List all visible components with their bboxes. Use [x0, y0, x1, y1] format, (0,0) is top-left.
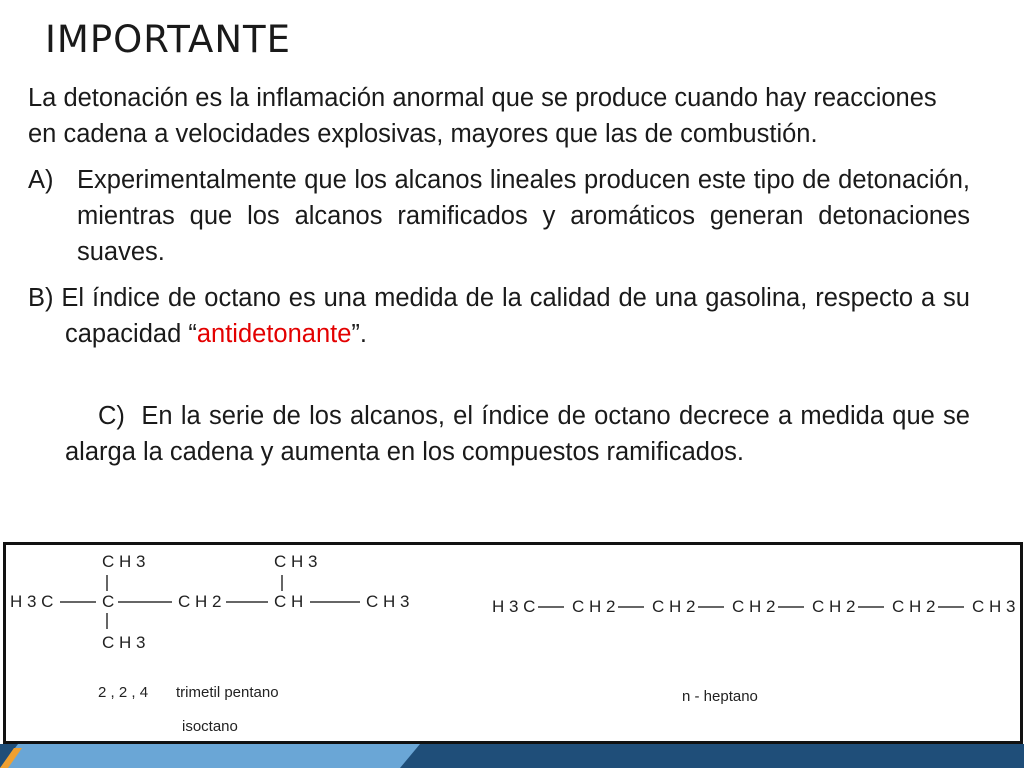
footer-decoration — [0, 744, 1024, 768]
item-marker: C) — [98, 402, 125, 430]
h3c-group: H 3 C — [492, 597, 536, 616]
intro-paragraph: La detonación es la inflamación anormal que se produce cuando hay reacciones en cadena a velocidades explosivas, mayores que las de combustión. — [28, 84, 937, 148]
slide-title: IMPORTANTE — [45, 18, 291, 61]
ch2-group: C H 2 — [178, 592, 222, 611]
list-item-b — [28, 280, 970, 352]
ch2-group: C H 2 — [572, 597, 616, 616]
isooctane-caption-numbers: 2 , 2 , 4 — [98, 684, 149, 701]
ch2-group: C H 2 — [652, 597, 696, 616]
ch3-end: C H 3 — [366, 592, 410, 611]
item-marker: A) — [28, 166, 54, 194]
ch3-bottom: C H 3 — [102, 633, 146, 652]
ch3-top-left: C H 3 — [102, 552, 146, 571]
item-text: En la serie de los alcanos, el índice de octano decrece a medida que se alarga la cadena y aumenta en los compuestos ramificados. — [65, 402, 978, 466]
list-item-c — [28, 362, 978, 506]
ch-group: C H — [274, 592, 304, 611]
item-text: El índice de octano es una medida de la calidad de una gasolina, respecto a su capacidad “ — [53, 284, 970, 348]
footer-light-band — [0, 744, 420, 768]
isooctane-caption-name: trimetil pentano — [176, 684, 279, 701]
isooctane-caption-common: isoctano — [182, 718, 238, 735]
ch3-top-right: C H 3 — [274, 552, 318, 571]
c-quaternary: C — [102, 592, 115, 611]
h3c-left: H 3 C — [10, 592, 54, 611]
item-text: Experimentalmente que los alcanos lineales producen este tipo de detonación, mientras que los alcanos ramificados y aromáticos generan detonaciones suaves. — [77, 166, 970, 266]
antidetonante-highlight: antidetonante — [196, 320, 352, 348]
ch2-group: C H 2 — [812, 597, 856, 616]
isooctane-structure — [10, 552, 409, 735]
list-item-a — [28, 162, 970, 270]
ch2-group: C H 2 — [892, 597, 936, 616]
heptane-structure — [492, 597, 1015, 705]
ch2-group: C H 2 — [732, 597, 776, 616]
slide-body — [28, 80, 978, 516]
item-text-end: ”. — [351, 320, 367, 348]
heptane-caption: n - heptano — [682, 688, 758, 705]
ch3-group: C H 3 — [972, 597, 1016, 616]
diagram-svg — [6, 545, 1020, 741]
item-marker: B) — [28, 284, 54, 312]
structure-diagram — [3, 542, 1023, 744]
